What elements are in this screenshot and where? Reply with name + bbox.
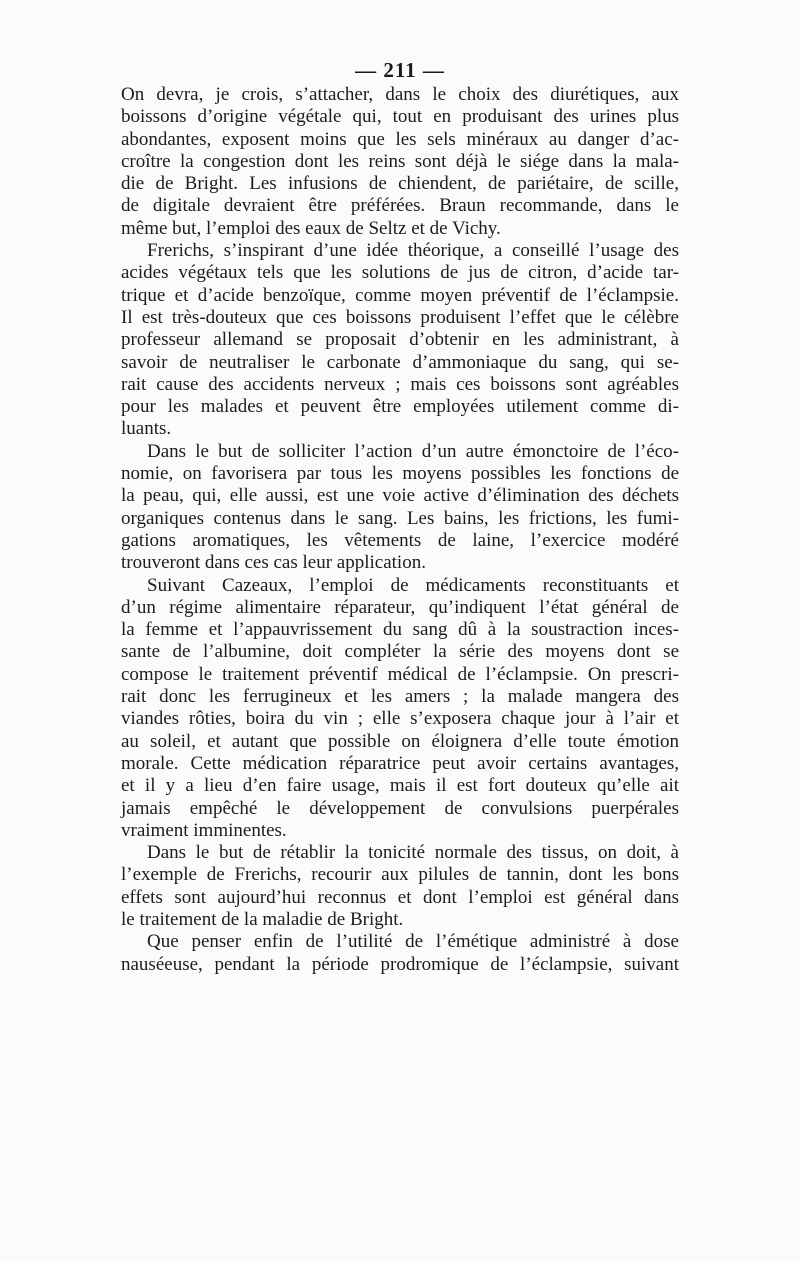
text-line: Il est très-douteux que ces boissons produisent l’effet que le célèbre bbox=[121, 306, 679, 328]
text-line: trouveront dans ces cas leur application. bbox=[121, 552, 426, 574]
text-line: rait donc les ferrugineux et les amers ; la malade mangera des bbox=[121, 686, 679, 708]
text-line: même but, l’emploi des eaux de Seltz et de Vichy. bbox=[121, 217, 501, 239]
text-line: jamais empêché le développement de convulsions puerpérales bbox=[121, 797, 679, 819]
text-line: nomie, on favorisera par tous les moyens possibles les fonctions de bbox=[121, 463, 679, 485]
text-line: boissons d’origine végétale qui, tout en produisant des urines plus bbox=[121, 106, 679, 128]
body-text bbox=[121, 84, 679, 976]
text-line: nauséeuse, pendant la période prodromique de l’éclampsie, suivant bbox=[121, 953, 679, 975]
text-line: viandes rôties, boira du vin ; elle s’exposera chaque jour à l’air et bbox=[121, 708, 679, 730]
text-line: luants. bbox=[121, 418, 172, 440]
text-line: organiques contenus dans le sang. Les bains, les frictions, les fumi- bbox=[121, 507, 679, 529]
text-line: croître la congestion dont les reins sont déjà le siége dans la mala- bbox=[121, 150, 679, 172]
text-line: effets sont aujourd’hui reconnus et dont l’emploi est général dans bbox=[121, 886, 679, 908]
text-line: pour les malades et peuvent être employées utilement comme di- bbox=[121, 396, 679, 418]
text-line: Que penser enfin de l’utilité de l’émétique administré à dose bbox=[147, 931, 679, 953]
text-line: gations aromatiques, les vêtements de laine, l’exercice modéré bbox=[121, 529, 679, 551]
text-line: la femme et l’appauvrissement du sang dû à la soustraction inces- bbox=[121, 619, 679, 641]
text-line: le traitement de la maladie de Bright. bbox=[121, 908, 404, 930]
text-line: rait cause des accidents nerveux ; mais ces boissons sont agréables bbox=[121, 373, 679, 395]
text-line: Dans le but de rétablir la tonicité normale des tissus, on doit, à bbox=[147, 842, 679, 864]
text-line: sante de l’albumine, doit compléter la série des moyens dont se bbox=[121, 641, 679, 663]
text-line: die de Bright. Les infusions de chiendent, de pariétaire, de scille, bbox=[121, 173, 679, 195]
text-line: Suivant Cazeaux, l’emploi de médicaments reconstituants et bbox=[147, 574, 679, 596]
text-line: trique et d’acide benzoïque, comme moyen préventif de l’éclampsie. bbox=[121, 284, 679, 306]
text-line: au soleil, et autant que possible on éloignera d’elle toute émotion bbox=[121, 730, 679, 752]
text-line: professeur allemand se proposait d’obtenir en les administrant, à bbox=[121, 329, 679, 351]
text-line: vraiment imminentes. bbox=[121, 819, 287, 841]
text-line: morale. Cette médication réparatrice peut avoir certains avantages, bbox=[121, 752, 679, 774]
page-number: — 211 — bbox=[355, 58, 445, 82]
text-line: de digitale devraient être préférées. Braun recommande, dans le bbox=[121, 195, 679, 217]
text-line: abondantes, exposent moins que les sels minéraux au danger d’ac- bbox=[121, 128, 679, 150]
text-line: l’exemple de Frerichs, recourir aux pilules de tannin, dont les bons bbox=[121, 864, 679, 886]
text-line: Dans le but de solliciter l’action d’un autre émonctoire de l’éco- bbox=[147, 440, 679, 462]
text-line: la peau, qui, elle aussi, est une voie active d’élimination des déchets bbox=[121, 485, 679, 507]
text-line: compose le traitement préventif médical de l’éclampsie. On prescri- bbox=[121, 663, 679, 685]
text-line: On devra, je crois, s’attacher, dans le choix des diurétiques, aux bbox=[121, 84, 679, 105]
text-line: savoir de neutraliser le carbonate d’ammoniaque du sang, qui se- bbox=[121, 351, 679, 373]
text-line: et il y a lieu d’en faire usage, mais il est fort douteux qu’elle ait bbox=[121, 775, 679, 797]
text-line: d’un régime alimentaire réparateur, qu’indiquent l’état général de bbox=[121, 596, 679, 618]
text-line: Frerichs, s’inspirant d’une idée théorique, a conseillé l’usage des bbox=[147, 240, 679, 262]
text-line: acides végétaux tels que les solutions de jus de citron, d’acide tar- bbox=[121, 262, 679, 284]
